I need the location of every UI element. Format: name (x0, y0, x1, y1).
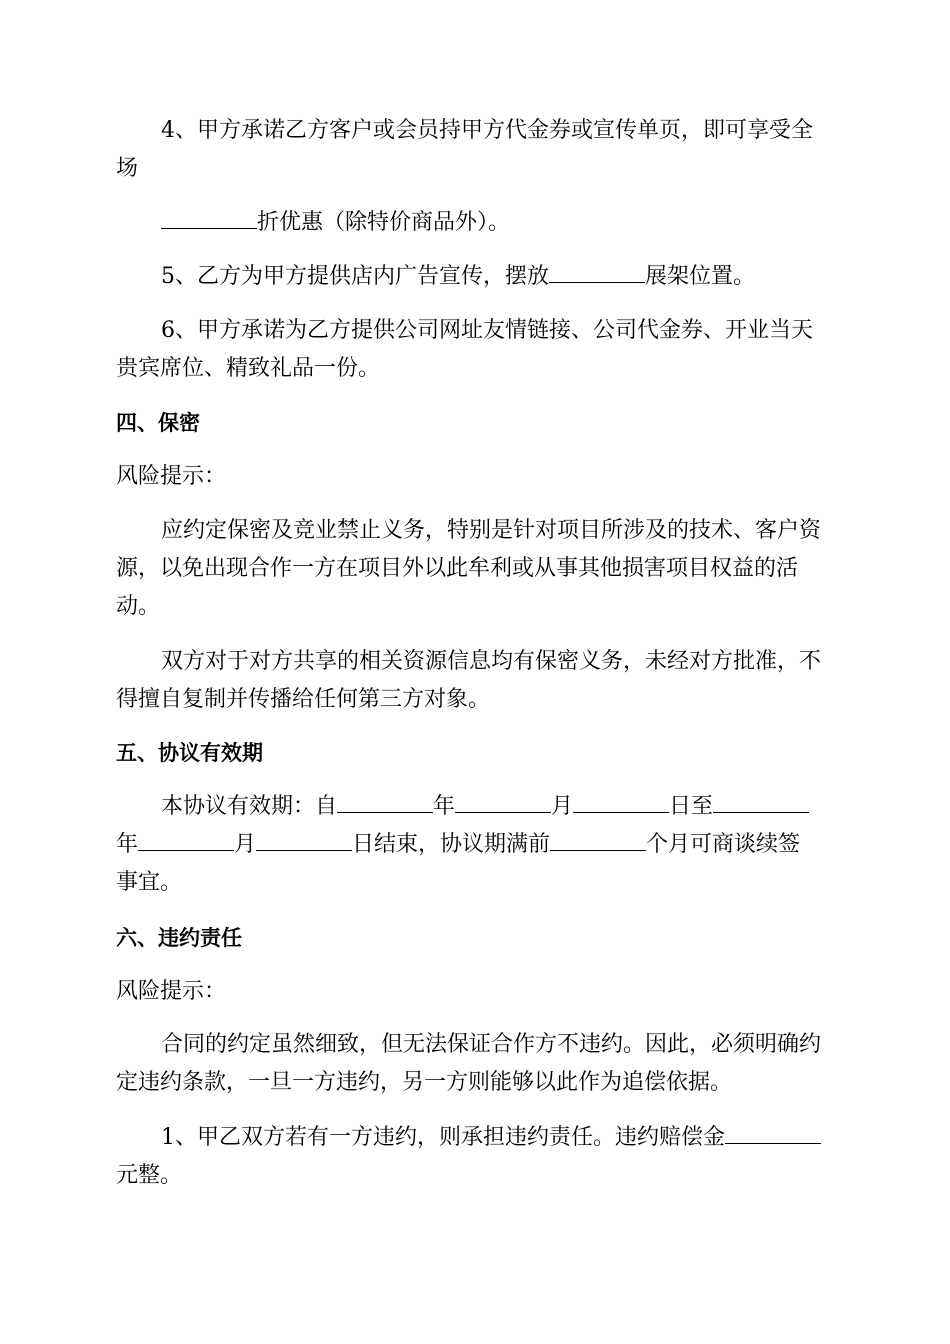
breach-risk (116, 1026, 821, 1102)
end-day-label: 日结束，协议期满前 (352, 832, 551, 857)
confidentiality-risk-line-2: 源，以免出现合作一方在项目外以此牟利或从事其他损害项目权益的活 (116, 556, 799, 581)
day-to-label: 日至 (669, 794, 714, 819)
start-year-blank[interactable] (337, 792, 433, 813)
confidentiality-risk (116, 512, 821, 626)
clause-4-line-2: 场 (116, 156, 139, 181)
breach-risk-line-2: 定违约条款，一旦一方违约，另一方则能够以此作为追偿依据。 (116, 1070, 733, 1095)
end-year-label: 年 (116, 832, 139, 857)
section-heading-validity: 五、协议有效期 (116, 741, 263, 765)
penalty-line-2: 元整。 (116, 1163, 183, 1188)
section-heading-confidentiality: 四、保密 (116, 411, 200, 435)
start-day-blank[interactable] (573, 792, 669, 813)
penalty-clause (116, 1119, 821, 1195)
penalty-amount-blank[interactable] (725, 1123, 821, 1144)
clause-6 (116, 312, 813, 388)
confidentiality-risk-line-1: 应约定保密及竞业禁止义务，特别是针对项目所涉及的技术、客户资 (161, 518, 822, 543)
clause-5-after: 展架位置。 (645, 264, 756, 289)
start-month-blank[interactable] (455, 792, 551, 813)
discount-blank[interactable] (161, 208, 257, 229)
confidentiality-obligation-line-2: 得擅自复制并传播给任何第三方对象。 (116, 687, 491, 712)
risk-note-label: 风险提示： (116, 464, 227, 489)
clause-4-line-1: 4、甲方承诺乙方客户或会员持甲方代金券或宣传单页，即可享受全 (161, 118, 813, 143)
confidentiality-obligation (116, 643, 821, 719)
end-day-blank[interactable] (256, 830, 352, 851)
term-from-label: 本协议有效期：自 (161, 794, 338, 819)
clause-4 (116, 112, 813, 188)
term-line-3: 事宜。 (116, 870, 183, 895)
clause-5-before: 5、乙方为甲方提供店内广告宣传，摆放 (161, 264, 549, 289)
month-label: 月 (551, 794, 574, 819)
display-rack-blank[interactable] (549, 262, 645, 283)
end-month-blank[interactable] (138, 830, 234, 851)
clause-4-discount (116, 204, 510, 242)
validity-term (116, 788, 809, 902)
confidentiality-risk-line-3: 动。 (116, 594, 161, 619)
renewal-label: 个月可商谈续签 (646, 832, 801, 857)
risk-note-label-2: 风险提示： (116, 979, 227, 1004)
renewal-months-blank[interactable] (550, 830, 646, 851)
end-month-label: 月 (234, 832, 257, 857)
clause-6-line-1: 6、甲方承诺为乙方提供公司网址友情链接、公司代金券、开业当天 (161, 318, 813, 343)
confidentiality-obligation-line-1: 双方对于对方共享的相关资源信息均有保密义务，未经对方批准，不 (161, 649, 822, 674)
section-heading-breach: 六、违约责任 (116, 926, 242, 950)
clause-6-line-2: 贵宾席位、精致礼品一份。 (116, 356, 381, 381)
clause-5 (116, 258, 755, 296)
end-year-blank[interactable] (713, 792, 809, 813)
discount-text: 折优惠（除特价商品外）。 (257, 210, 511, 235)
penalty-line-1: 1、甲乙双方若有一方违约，则承担违约责任。违约赔偿金 (161, 1125, 725, 1150)
year-label: 年 (433, 794, 456, 819)
breach-risk-line-1: 合同的约定虽然细致，但无法保证合作方不违约。因此，必须明确约 (161, 1032, 822, 1057)
